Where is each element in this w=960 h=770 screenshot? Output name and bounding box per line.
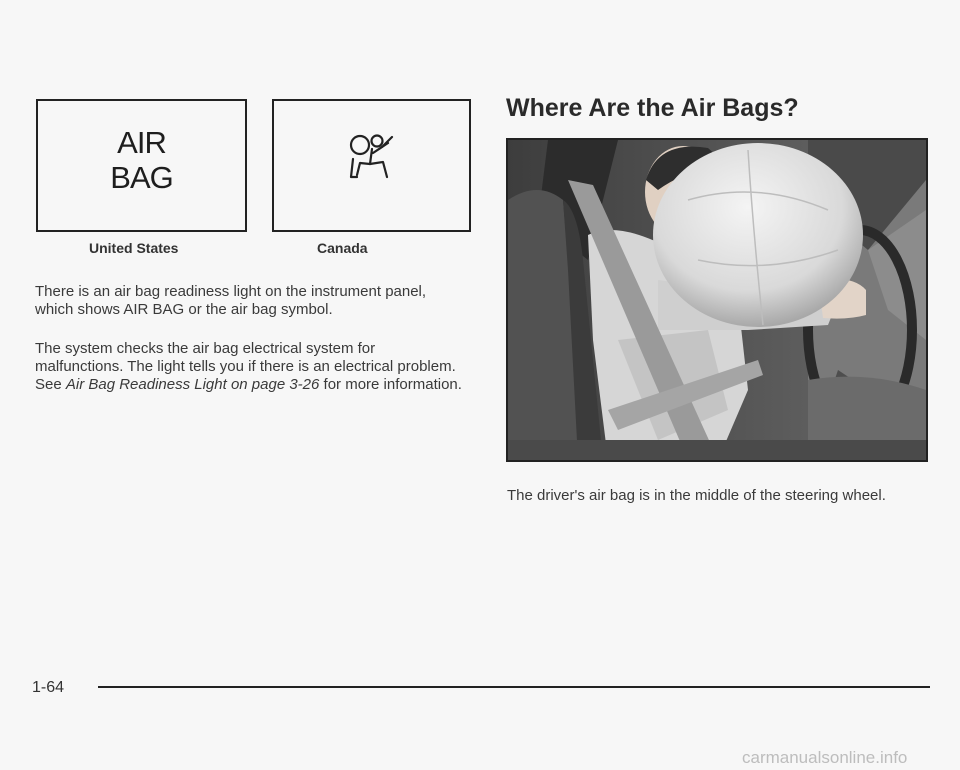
paragraph-text: for more information. [319,376,462,393]
footer-rule [98,686,930,688]
readiness-light-paragraph: There is an air bag readiness light on the instrument panel, which shows AIR BAG or the air bag symbol. [35,283,427,318]
illustration-drawing [508,140,926,460]
canada-caption: Canada [317,240,368,256]
driver-airbag-illustration [506,138,928,462]
page-number: 1-64 [32,679,65,696]
airbag-light-text [38,125,245,195]
system-check-paragraph [35,340,465,394]
section-heading: Where Are the Air Bags? [506,94,799,122]
airbag-text-line2: BAG [110,160,173,195]
cross-reference-link[interactable]: Air Bag Readiness Light on page 3-26 [65,376,320,393]
paragraph-text: The system checks the air bag electrical system for malfunctions. The light tells you if there is an electrical problem. See [35,340,456,393]
airbag-text-line1: AIR [117,125,166,160]
airbag-seated-person-icon [346,131,402,193]
watermark: carmanualsonline.info [742,748,908,767]
us-caption: United States [89,240,179,256]
us-airbag-light-panel [36,99,247,232]
illustration-caption: The driver's air bag is in the middle of the steering wheel. [507,487,886,504]
canada-airbag-light-panel [272,99,471,232]
